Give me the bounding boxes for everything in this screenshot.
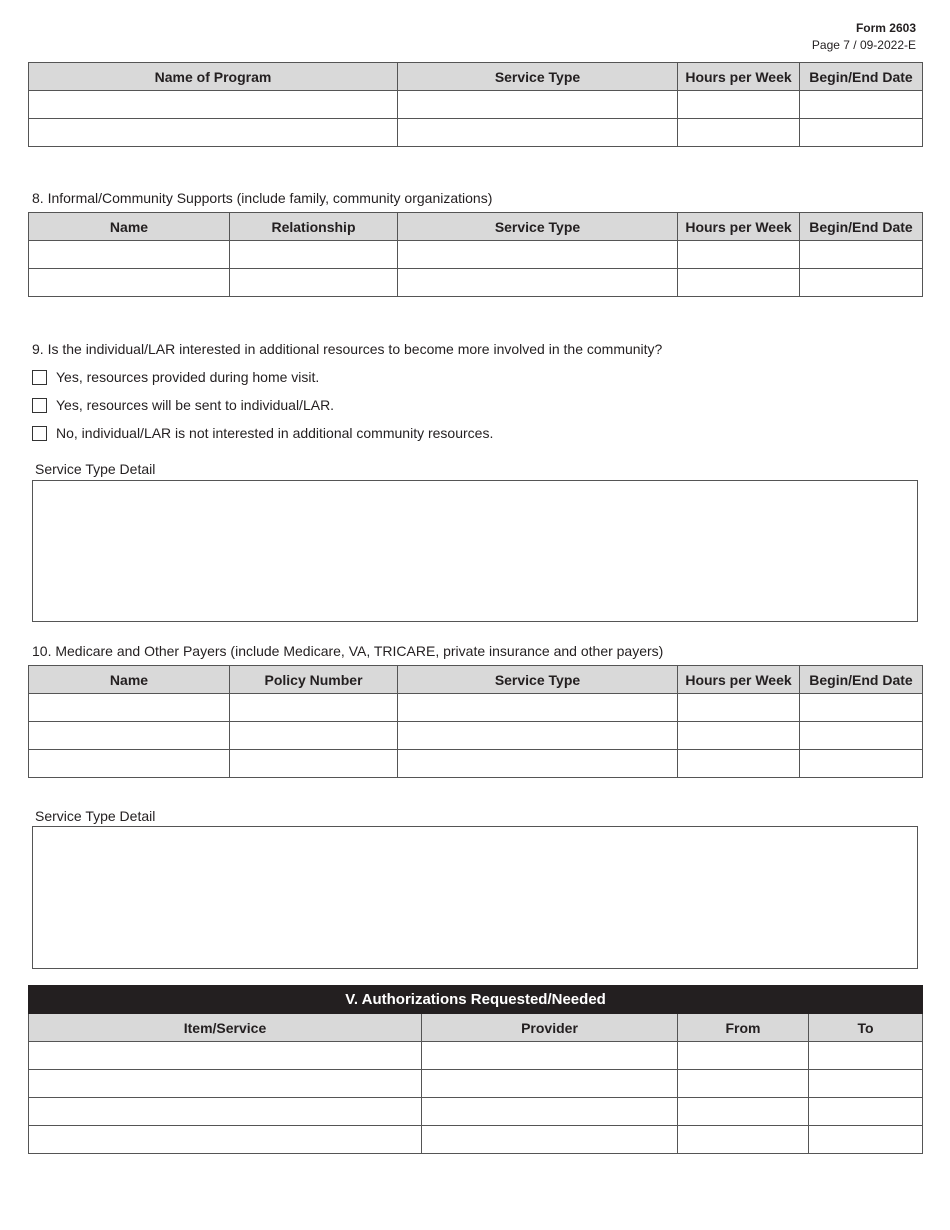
- column-header-name: Name: [29, 666, 230, 694]
- service-type-detail-label: Service Type Detail: [35, 461, 156, 477]
- service-type-input[interactable]: [398, 91, 677, 118]
- programs-table: [28, 62, 923, 147]
- table-cell[interactable]: [800, 241, 923, 269]
- medicare-payers-table: [28, 665, 923, 778]
- table-cell[interactable]: [29, 119, 398, 147]
- name-input[interactable]: [29, 241, 229, 268]
- from-input[interactable]: [678, 1098, 808, 1125]
- table-cell[interactable]: [29, 750, 230, 778]
- policy-number-input[interactable]: [230, 694, 397, 721]
- policy-number-input[interactable]: [230, 750, 397, 777]
- hours-input[interactable]: [678, 722, 799, 749]
- option-resources-sent[interactable]: [32, 397, 334, 413]
- table-cell[interactable]: [29, 722, 230, 750]
- table-cell[interactable]: [230, 269, 398, 297]
- table-cell[interactable]: [678, 1042, 809, 1070]
- service-type-input[interactable]: [398, 241, 677, 268]
- date-input[interactable]: [800, 119, 922, 146]
- table-row: [29, 1126, 923, 1154]
- table-row: [29, 241, 923, 269]
- to-input[interactable]: [809, 1098, 922, 1125]
- column-header-service-type: Service Type: [398, 666, 678, 694]
- column-header-name: Name: [29, 213, 230, 241]
- provider-input[interactable]: [422, 1126, 677, 1153]
- table-cell[interactable]: [800, 269, 923, 297]
- column-header-to: To: [809, 1014, 923, 1042]
- section-8-label: 8. Informal/Community Supports (include family, community organizations): [32, 190, 493, 206]
- policy-number-input[interactable]: [230, 722, 397, 749]
- table-cell[interactable]: [422, 1126, 678, 1154]
- program-name-input[interactable]: [29, 91, 397, 118]
- table-cell[interactable]: [422, 1042, 678, 1070]
- column-header-from: From: [678, 1014, 809, 1042]
- service-type-input[interactable]: [398, 722, 677, 749]
- column-header-service-type: Service Type: [398, 213, 678, 241]
- date-input[interactable]: [800, 269, 922, 296]
- table-cell[interactable]: [398, 119, 678, 147]
- table-cell[interactable]: [398, 694, 678, 722]
- date-input[interactable]: [800, 241, 922, 268]
- table-cell[interactable]: [678, 269, 800, 297]
- table-cell[interactable]: [422, 1098, 678, 1126]
- service-type-detail-box[interactable]: [32, 826, 918, 969]
- table-row: [29, 694, 923, 722]
- table-row: [29, 1042, 923, 1070]
- item-service-input[interactable]: [29, 1070, 421, 1097]
- table-cell[interactable]: [29, 1126, 422, 1154]
- from-input[interactable]: [678, 1070, 808, 1097]
- service-type-detail-label: Service Type Detail: [35, 808, 156, 824]
- name-input[interactable]: [29, 750, 229, 777]
- program-name-input[interactable]: [29, 119, 397, 146]
- checkbox[interactable]: [32, 370, 47, 385]
- relationship-input[interactable]: [230, 241, 397, 268]
- column-header-relationship: Relationship: [230, 213, 398, 241]
- table-row: [29, 1098, 923, 1126]
- hours-input[interactable]: [678, 119, 799, 146]
- column-header-provider: Provider: [422, 1014, 678, 1042]
- table-cell[interactable]: [800, 694, 923, 722]
- hours-input[interactable]: [678, 91, 799, 118]
- service-type-input[interactable]: [398, 694, 677, 721]
- section-10-label: 10. Medicare and Other Payers (include Medicare, VA, TRICARE, private insurance and other payers): [32, 643, 664, 659]
- table-cell[interactable]: [678, 1070, 809, 1098]
- table-row: [29, 269, 923, 297]
- table-row: [29, 119, 923, 147]
- table-cell[interactable]: [29, 269, 230, 297]
- item-service-input[interactable]: [29, 1042, 421, 1069]
- authorizations-table: [28, 985, 923, 1154]
- table-cell[interactable]: [230, 722, 398, 750]
- table-cell[interactable]: [398, 750, 678, 778]
- table-cell[interactable]: [678, 241, 800, 269]
- hours-input[interactable]: [678, 694, 799, 721]
- section-9-label: 9. Is the individual/LAR interested in additional resources to become more involved in the community?: [32, 341, 663, 357]
- table-cell[interactable]: [809, 1126, 923, 1154]
- item-service-input[interactable]: [29, 1126, 421, 1153]
- table-cell[interactable]: [678, 1098, 809, 1126]
- table-cell[interactable]: [800, 91, 923, 119]
- table-row: [29, 91, 923, 119]
- provider-input[interactable]: [422, 1070, 677, 1097]
- table-cell[interactable]: [398, 241, 678, 269]
- to-input[interactable]: [809, 1042, 922, 1069]
- table-cell[interactable]: [398, 269, 678, 297]
- date-input[interactable]: [800, 694, 922, 721]
- column-header-hours-per-week: Hours per Week: [678, 63, 800, 91]
- table-cell[interactable]: [800, 750, 923, 778]
- table-cell[interactable]: [230, 694, 398, 722]
- table-row: [29, 750, 923, 778]
- table-cell[interactable]: [678, 694, 800, 722]
- table-cell[interactable]: [29, 694, 230, 722]
- option-resources-provided[interactable]: [32, 369, 319, 385]
- authorizations-title: V. Authorizations Requested/Needed: [29, 986, 923, 1014]
- table-cell[interactable]: [29, 91, 398, 119]
- hours-input[interactable]: [678, 241, 799, 268]
- table-cell[interactable]: [678, 1126, 809, 1154]
- table-cell[interactable]: [678, 750, 800, 778]
- column-header-begin-end-date: Begin/End Date: [800, 213, 923, 241]
- date-input[interactable]: [800, 91, 922, 118]
- informal-supports-table: [28, 212, 923, 297]
- option-label: Yes, resources provided during home visit.: [56, 369, 320, 385]
- column-header-name-of-program: Name of Program: [29, 63, 398, 91]
- table-cell[interactable]: [809, 1098, 923, 1126]
- table-cell[interactable]: [422, 1070, 678, 1098]
- column-header-hours-per-week: Hours per Week: [678, 213, 800, 241]
- column-header-policy-number: Policy Number: [230, 666, 398, 694]
- provider-input[interactable]: [422, 1098, 677, 1125]
- column-header-begin-end-date: Begin/End Date: [800, 63, 923, 91]
- column-header-begin-end-date: Begin/End Date: [800, 666, 923, 694]
- table-cell[interactable]: [398, 722, 678, 750]
- relationship-input[interactable]: [230, 269, 397, 296]
- table-cell[interactable]: [29, 1070, 422, 1098]
- table-cell[interactable]: [800, 722, 923, 750]
- name-input[interactable]: [29, 722, 229, 749]
- table-cell[interactable]: [678, 119, 800, 147]
- from-input[interactable]: [678, 1126, 808, 1153]
- option-label: No, individual/LAR is not interested in additional community resources.: [56, 425, 494, 441]
- name-input[interactable]: [29, 694, 229, 721]
- table-cell[interactable]: [29, 241, 230, 269]
- column-header-hours-per-week: Hours per Week: [678, 666, 800, 694]
- table-cell[interactable]: [678, 91, 800, 119]
- page-info: Page 7 / 09-2022-E: [811, 38, 916, 52]
- table-cell[interactable]: [809, 1042, 923, 1070]
- service-type-input[interactable]: [398, 119, 677, 146]
- table-cell[interactable]: [29, 1042, 422, 1070]
- table-cell[interactable]: [230, 750, 398, 778]
- provider-input[interactable]: [422, 1042, 677, 1069]
- column-header-item-service: Item/Service: [29, 1014, 422, 1042]
- option-label: Yes, resources will be sent to individual/LAR.: [56, 397, 335, 413]
- name-input[interactable]: [29, 269, 229, 296]
- date-input[interactable]: [800, 722, 922, 749]
- hours-input[interactable]: [678, 269, 799, 296]
- column-header-service-type: Service Type: [398, 63, 678, 91]
- to-input[interactable]: [809, 1070, 922, 1097]
- service-type-detail-box[interactable]: [32, 480, 918, 622]
- item-service-input[interactable]: [29, 1098, 421, 1125]
- table-cell[interactable]: [398, 91, 678, 119]
- service-type-input[interactable]: [398, 750, 677, 777]
- checkbox[interactable]: [32, 426, 47, 441]
- table-row: [29, 1070, 923, 1098]
- form-header: [812, 20, 916, 54]
- checkbox[interactable]: [32, 398, 47, 413]
- from-input[interactable]: [678, 1042, 808, 1069]
- table-cell[interactable]: [809, 1070, 923, 1098]
- hours-input[interactable]: [678, 750, 799, 777]
- form-number: Form 2603: [855, 21, 916, 35]
- table-cell[interactable]: [800, 119, 923, 147]
- table-cell[interactable]: [29, 1098, 422, 1126]
- to-input[interactable]: [809, 1126, 922, 1153]
- table-row: [29, 722, 923, 750]
- service-type-input[interactable]: [398, 269, 677, 296]
- date-input[interactable]: [800, 750, 922, 777]
- table-cell[interactable]: [678, 722, 800, 750]
- option-not-interested[interactable]: [32, 425, 493, 441]
- table-cell[interactable]: [230, 241, 398, 269]
